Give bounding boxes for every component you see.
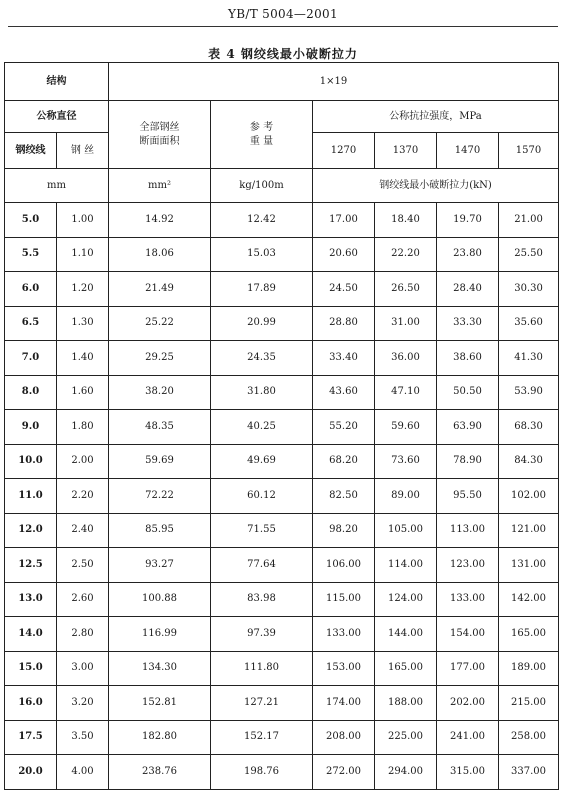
weight-cell: 49.69 bbox=[211, 444, 313, 479]
breaking-force-cell: 258.00 bbox=[499, 720, 559, 755]
table-row bbox=[5, 375, 559, 410]
weight-cell: 40.25 bbox=[211, 410, 313, 445]
wire-diameter-cell: 2.80 bbox=[57, 617, 109, 652]
area-cell: 100.88 bbox=[109, 582, 211, 617]
breaking-force-cell: 202.00 bbox=[437, 686, 499, 721]
wire-diameter-cell: 2.40 bbox=[57, 513, 109, 548]
area-label-line2: 断面面积 bbox=[139, 135, 180, 147]
wire-diameter-cell: 1.20 bbox=[57, 272, 109, 307]
area-cell: 25.22 bbox=[109, 306, 211, 341]
breaking-force-cell: 73.60 bbox=[375, 444, 437, 479]
structure-label: 结构 bbox=[5, 63, 109, 101]
table-row bbox=[5, 755, 559, 790]
table-row bbox=[5, 203, 559, 238]
breaking-force-table bbox=[4, 62, 559, 790]
breaking-force-cell: 68.30 bbox=[499, 410, 559, 445]
wire-diameter-cell: 1.60 bbox=[57, 375, 109, 410]
breaking-force-cell: 23.80 bbox=[437, 237, 499, 272]
breaking-force-cell: 165.00 bbox=[499, 617, 559, 652]
breaking-force-cell: 28.40 bbox=[437, 272, 499, 307]
wire-diameter-cell: 1.80 bbox=[57, 410, 109, 445]
wire-diameter-cell: 2.00 bbox=[57, 444, 109, 479]
breaking-force-cell: 131.00 bbox=[499, 548, 559, 583]
breaking-force-cell: 144.00 bbox=[375, 617, 437, 652]
area-cell: 38.20 bbox=[109, 375, 211, 410]
breaking-force-label: 钢绞线最小破断拉力(kN) bbox=[313, 169, 559, 203]
weight-unit: kg/100m bbox=[211, 169, 313, 203]
area-cell: 152.81 bbox=[109, 686, 211, 721]
breaking-force-cell: 95.50 bbox=[437, 479, 499, 514]
strand-label: 钢绞线 bbox=[5, 133, 57, 169]
breaking-force-cell: 50.50 bbox=[437, 375, 499, 410]
breaking-force-cell: 215.00 bbox=[499, 686, 559, 721]
breaking-force-cell: 22.20 bbox=[375, 237, 437, 272]
strength-label: 公称抗拉强度，MPa bbox=[313, 101, 559, 133]
breaking-force-cell: 55.20 bbox=[313, 410, 375, 445]
breaking-force-cell: 38.60 bbox=[437, 341, 499, 376]
strand-diameter-cell: 12.5 bbox=[5, 548, 57, 583]
table-row bbox=[5, 306, 559, 341]
weight-cell: 17.89 bbox=[211, 272, 313, 307]
wire-diameter-cell: 2.50 bbox=[57, 548, 109, 583]
strand-diameter-cell: 10.0 bbox=[5, 444, 57, 479]
strand-diameter-cell: 8.0 bbox=[5, 375, 57, 410]
breaking-force-cell: 294.00 bbox=[375, 755, 437, 790]
breaking-force-cell: 19.70 bbox=[437, 203, 499, 238]
breaking-force-cell: 89.00 bbox=[375, 479, 437, 514]
breaking-force-cell: 82.50 bbox=[313, 479, 375, 514]
wire-diameter-cell: 1.30 bbox=[57, 306, 109, 341]
table-row bbox=[5, 686, 559, 721]
breaking-force-cell: 133.00 bbox=[313, 617, 375, 652]
breaking-force-cell: 43.60 bbox=[313, 375, 375, 410]
breaking-force-cell: 272.00 bbox=[313, 755, 375, 790]
wire-diameter-cell: 2.20 bbox=[57, 479, 109, 514]
weight-cell: 60.12 bbox=[211, 479, 313, 514]
weight-cell: 24.35 bbox=[211, 341, 313, 376]
weight-label-line2: 重 量 bbox=[249, 135, 274, 147]
breaking-force-cell: 36.00 bbox=[375, 341, 437, 376]
breaking-force-cell: 53.90 bbox=[499, 375, 559, 410]
strand-diameter-cell: 16.0 bbox=[5, 686, 57, 721]
table-row bbox=[5, 582, 559, 617]
weight-cell: 97.39 bbox=[211, 617, 313, 652]
strand-diameter-cell: 11.0 bbox=[5, 479, 57, 514]
weight-cell: 152.17 bbox=[211, 720, 313, 755]
breaking-force-cell: 121.00 bbox=[499, 513, 559, 548]
weight-cell: 12.42 bbox=[211, 203, 313, 238]
strand-diameter-cell: 20.0 bbox=[5, 755, 57, 790]
area-cell: 93.27 bbox=[109, 548, 211, 583]
strand-diameter-cell: 13.0 bbox=[5, 582, 57, 617]
weight-cell: 83.98 bbox=[211, 582, 313, 617]
strand-diameter-cell: 15.0 bbox=[5, 651, 57, 686]
strength-1470: 1470 bbox=[437, 133, 499, 169]
weight-cell: 71.55 bbox=[211, 513, 313, 548]
breaking-force-cell: 63.90 bbox=[437, 410, 499, 445]
area-header bbox=[109, 101, 211, 169]
weight-cell: 20.99 bbox=[211, 306, 313, 341]
wire-diameter-cell: 3.50 bbox=[57, 720, 109, 755]
diameter-unit: mm bbox=[5, 169, 109, 203]
area-cell: 48.35 bbox=[109, 410, 211, 445]
area-cell: 238.76 bbox=[109, 755, 211, 790]
breaking-force-cell: 105.00 bbox=[375, 513, 437, 548]
breaking-force-cell: 225.00 bbox=[375, 720, 437, 755]
breaking-force-cell: 113.00 bbox=[437, 513, 499, 548]
breaking-force-cell: 35.60 bbox=[499, 306, 559, 341]
table-row bbox=[5, 272, 559, 307]
breaking-force-cell: 17.00 bbox=[313, 203, 375, 238]
table-row bbox=[5, 513, 559, 548]
strand-diameter-cell: 6.0 bbox=[5, 272, 57, 307]
area-cell: 72.22 bbox=[109, 479, 211, 514]
breaking-force-cell: 33.30 bbox=[437, 306, 499, 341]
breaking-force-cell: 25.50 bbox=[499, 237, 559, 272]
area-cell: 134.30 bbox=[109, 651, 211, 686]
strand-diameter-cell: 7.0 bbox=[5, 341, 57, 376]
area-cell: 14.92 bbox=[109, 203, 211, 238]
wire-label: 钢 丝 bbox=[57, 133, 109, 169]
breaking-force-cell: 30.30 bbox=[499, 272, 559, 307]
table-row bbox=[5, 548, 559, 583]
wire-diameter-cell: 2.60 bbox=[57, 582, 109, 617]
breaking-force-cell: 188.00 bbox=[375, 686, 437, 721]
breaking-force-cell: 33.40 bbox=[313, 341, 375, 376]
area-cell: 182.80 bbox=[109, 720, 211, 755]
breaking-force-cell: 78.90 bbox=[437, 444, 499, 479]
weight-cell: 111.80 bbox=[211, 651, 313, 686]
breaking-force-cell: 114.00 bbox=[375, 548, 437, 583]
weight-cell: 31.80 bbox=[211, 375, 313, 410]
table-row bbox=[5, 341, 559, 376]
area-label-line1: 全部钢丝 bbox=[139, 121, 180, 133]
breaking-force-cell: 18.40 bbox=[375, 203, 437, 238]
wire-diameter-cell: 3.20 bbox=[57, 686, 109, 721]
area-cell: 85.95 bbox=[109, 513, 211, 548]
table-row bbox=[5, 617, 559, 652]
table-row bbox=[5, 237, 559, 272]
breaking-force-cell: 165.00 bbox=[375, 651, 437, 686]
breaking-force-cell: 177.00 bbox=[437, 651, 499, 686]
breaking-force-cell: 189.00 bbox=[499, 651, 559, 686]
breaking-force-cell: 31.00 bbox=[375, 306, 437, 341]
area-cell: 29.25 bbox=[109, 341, 211, 376]
standard-code: YB/T 5004—2001 bbox=[228, 7, 338, 21]
breaking-force-cell: 106.00 bbox=[313, 548, 375, 583]
strength-1270: 1270 bbox=[313, 133, 375, 169]
weight-cell: 127.21 bbox=[211, 686, 313, 721]
breaking-force-cell: 174.00 bbox=[313, 686, 375, 721]
breaking-force-cell: 124.00 bbox=[375, 582, 437, 617]
breaking-force-cell: 20.60 bbox=[313, 237, 375, 272]
wire-diameter-cell: 1.00 bbox=[57, 203, 109, 238]
weight-label-line1: 参 考 bbox=[249, 121, 274, 133]
strand-diameter-cell: 14.0 bbox=[5, 617, 57, 652]
breaking-force-cell: 142.00 bbox=[499, 582, 559, 617]
breaking-force-cell: 59.60 bbox=[375, 410, 437, 445]
structure-value: 1×19 bbox=[109, 63, 559, 101]
table-row bbox=[5, 410, 559, 445]
breaking-force-cell: 28.80 bbox=[313, 306, 375, 341]
strength-1570: 1570 bbox=[499, 133, 559, 169]
table-row bbox=[5, 651, 559, 686]
breaking-force-cell: 47.10 bbox=[375, 375, 437, 410]
nominal-diameter-label: 公称直径 bbox=[5, 101, 109, 133]
weight-cell: 198.76 bbox=[211, 755, 313, 790]
area-cell: 59.69 bbox=[109, 444, 211, 479]
breaking-force-cell: 315.00 bbox=[437, 755, 499, 790]
breaking-force-cell: 26.50 bbox=[375, 272, 437, 307]
strand-diameter-cell: 12.0 bbox=[5, 513, 57, 548]
strand-diameter-cell: 5.5 bbox=[5, 237, 57, 272]
wire-diameter-cell: 3.00 bbox=[57, 651, 109, 686]
strand-diameter-cell: 5.0 bbox=[5, 203, 57, 238]
breaking-force-cell: 84.30 bbox=[499, 444, 559, 479]
area-unit: mm² bbox=[109, 169, 211, 203]
breaking-force-cell: 21.00 bbox=[499, 203, 559, 238]
wire-diameter-cell: 4.00 bbox=[57, 755, 109, 790]
table-caption: 表 4 钢绞线最小破断拉力 bbox=[208, 47, 358, 61]
wire-diameter-cell: 1.10 bbox=[57, 237, 109, 272]
breaking-force-cell: 154.00 bbox=[437, 617, 499, 652]
weight-cell: 15.03 bbox=[211, 237, 313, 272]
breaking-force-cell: 41.30 bbox=[499, 341, 559, 376]
breaking-force-cell: 123.00 bbox=[437, 548, 499, 583]
weight-cell: 77.64 bbox=[211, 548, 313, 583]
breaking-force-cell: 208.00 bbox=[313, 720, 375, 755]
strand-diameter-cell: 9.0 bbox=[5, 410, 57, 445]
breaking-force-cell: 98.20 bbox=[313, 513, 375, 548]
table-row bbox=[5, 479, 559, 514]
breaking-force-cell: 153.00 bbox=[313, 651, 375, 686]
strength-1370: 1370 bbox=[375, 133, 437, 169]
breaking-force-cell: 337.00 bbox=[499, 755, 559, 790]
area-cell: 18.06 bbox=[109, 237, 211, 272]
header-rule bbox=[8, 26, 558, 27]
breaking-force-cell: 241.00 bbox=[437, 720, 499, 755]
breaking-force-cell: 102.00 bbox=[499, 479, 559, 514]
breaking-force-cell: 133.00 bbox=[437, 582, 499, 617]
breaking-force-cell: 68.20 bbox=[313, 444, 375, 479]
strand-diameter-cell: 6.5 bbox=[5, 306, 57, 341]
strand-diameter-cell: 17.5 bbox=[5, 720, 57, 755]
breaking-force-cell: 115.00 bbox=[313, 582, 375, 617]
weight-header bbox=[211, 101, 313, 169]
table-row bbox=[5, 444, 559, 479]
wire-diameter-cell: 1.40 bbox=[57, 341, 109, 376]
area-cell: 116.99 bbox=[109, 617, 211, 652]
area-cell: 21.49 bbox=[109, 272, 211, 307]
breaking-force-cell: 24.50 bbox=[313, 272, 375, 307]
table-row bbox=[5, 720, 559, 755]
